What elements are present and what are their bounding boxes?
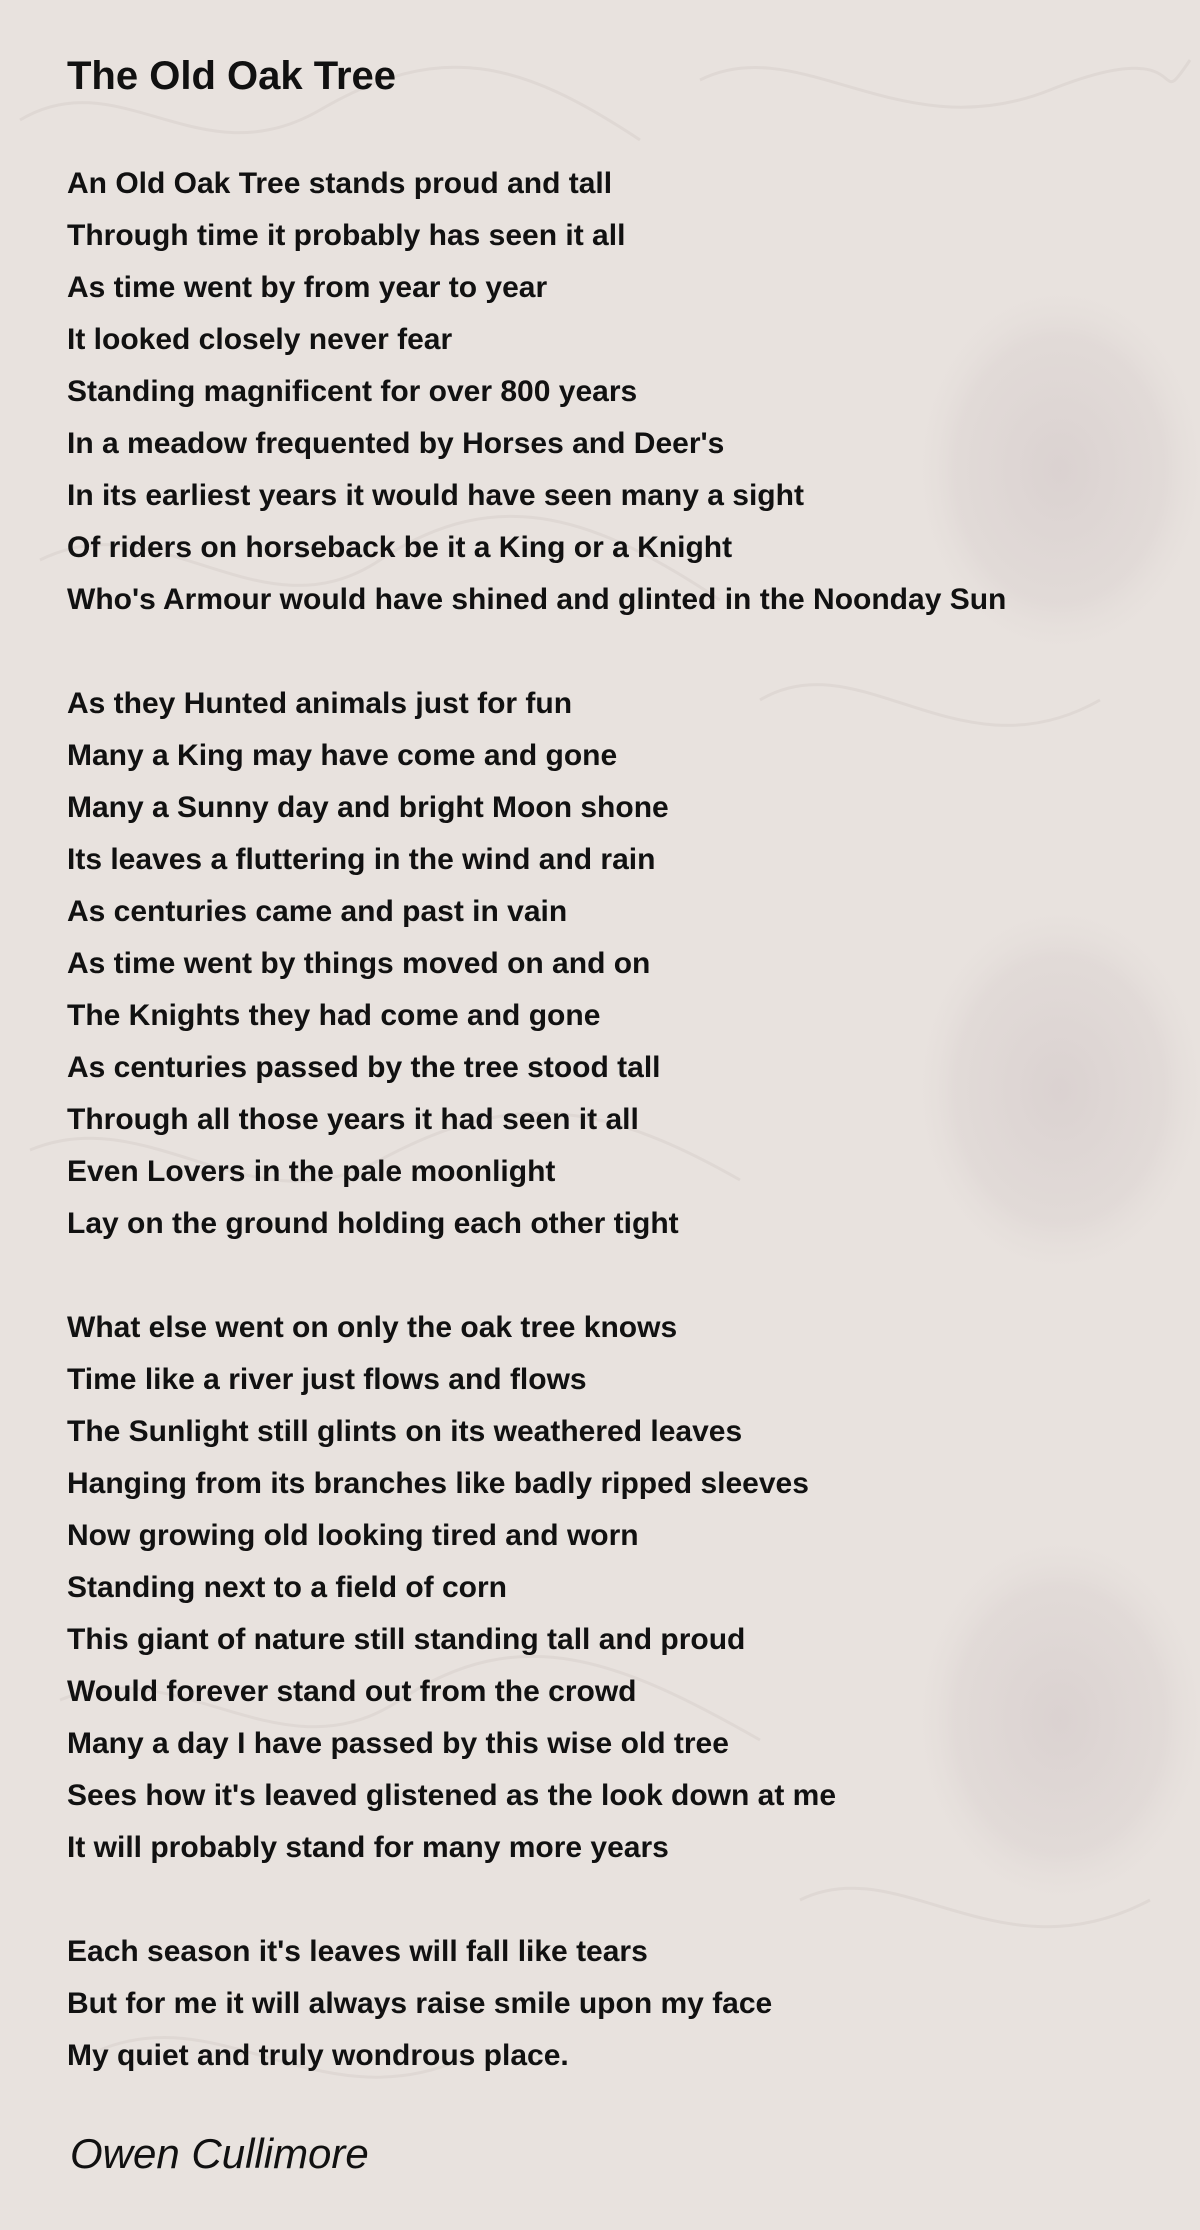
poem-line: This giant of nature still standing tall and proud — [67, 1623, 746, 1656]
poem-line: But for me it will always raise smile upon my face — [67, 1987, 773, 2020]
poem-line: Would forever stand out from the crowd — [67, 1675, 637, 1708]
poem-line: In a meadow frequented by Horses and Deer's — [67, 427, 725, 460]
poem-author: Owen Cullimore — [70, 2130, 369, 2177]
poem-line: As centuries passed by the tree stood tall — [67, 1051, 661, 1084]
poem-line: Hanging from its branches like badly ripped sleeves — [67, 1467, 809, 1500]
poem-line: What else went on only the oak tree knows — [67, 1311, 678, 1344]
poem-line: Standing magnificent for over 800 years — [67, 375, 638, 408]
stanza-4 — [67, 1935, 1200, 2126]
poem-line: An Old Oak Tree stands proud and tall — [67, 167, 613, 200]
poem-line: Even Lovers in the pale moonlight — [67, 1155, 556, 1188]
poem-line: Now growing old looking tired and worn — [67, 1519, 639, 1552]
poem-line: Standing next to a field of corn — [67, 1571, 508, 1604]
poem-line: As time went by things moved on and on — [67, 947, 651, 980]
stanza-1 — [67, 167, 1200, 670]
poem-line: It looked closely never fear — [67, 323, 453, 356]
poem-line: As they Hunted animals just for fun — [67, 687, 573, 720]
poem-line: The Knights they had come and gone — [67, 999, 601, 1032]
poem-line: Who's Armour would have shined and glinted in the Noonday Sun — [67, 583, 1007, 616]
poem-line: Many a day I have passed by this wise old tree — [67, 1727, 729, 1760]
poem-line: Through all those years it had seen it all — [67, 1103, 639, 1136]
poem-line: In its earliest years it would have seen many a sight — [67, 479, 804, 512]
poem-line: Sees how it's leaved glistened as the look down at me — [67, 1779, 837, 1812]
poem-line: Lay on the ground holding each other tight — [67, 1207, 679, 1240]
stanza-2 — [67, 687, 1200, 1294]
poem-line: Many a Sunny day and bright Moon shone — [67, 791, 669, 824]
stanza-3 — [67, 1311, 1200, 1918]
poem-line: The Sunlight still glints on its weathered leaves — [67, 1415, 743, 1448]
poem-line: Of riders on horseback be it a King or a Knight — [67, 531, 733, 564]
poem-line: Many a King may have come and gone — [67, 739, 618, 772]
poem-line: Its leaves a fluttering in the wind and rain — [67, 843, 656, 876]
poem-title: The Old Oak Tree — [67, 54, 397, 98]
poem-line: Time like a river just flows and flows — [67, 1363, 587, 1396]
poem-line: It will probably stand for many more years — [67, 1831, 669, 1864]
poem-line: Each season it's leaves will fall like tears — [67, 1935, 648, 1968]
poem-body — [67, 167, 1200, 2126]
poem-line: As time went by from year to year — [67, 271, 548, 304]
poem-line: My quiet and truly wondrous place. — [67, 2039, 569, 2072]
poem-line: As centuries came and past in vain — [67, 895, 568, 928]
poem-line: Through time it probably has seen it all — [67, 219, 626, 252]
